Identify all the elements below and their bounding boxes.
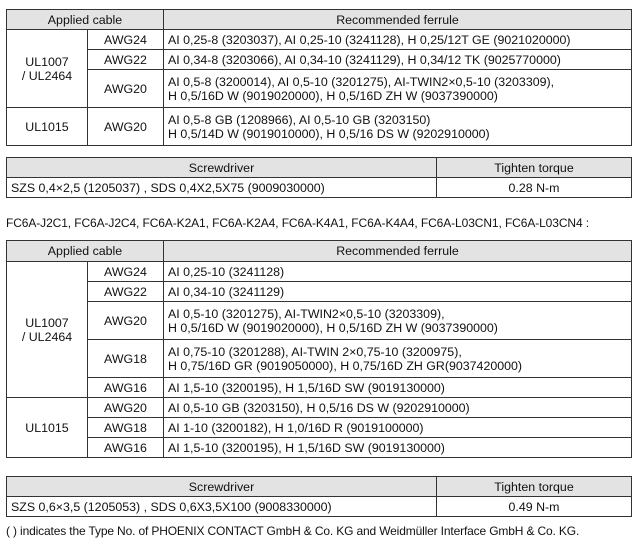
cable-type-ul1015: UL1015 [7, 108, 88, 146]
awg-cell: AWG20 [88, 398, 164, 418]
torque-cell: 0.28 N-m [437, 178, 632, 198]
awg-cell: AWG18 [88, 340, 164, 378]
awg-cell: AWG22 [88, 282, 164, 302]
awg-cell: AWG20 [88, 70, 164, 108]
awg-cell: AWG16 [88, 438, 164, 458]
ferrule-cell: AI 0,25-10 (3241128) [164, 262, 632, 282]
cable-type-ul1015: UL1015 [7, 398, 88, 458]
screwdriver-cell: SZS 0,4×2,5 (1205037) , SDS 0,4X2,5X75 (9009030000) [7, 178, 437, 198]
awg-cell: AWG22 [88, 50, 164, 70]
awg-cell: AWG16 [88, 378, 164, 398]
applied-cable-header: Applied cable [7, 241, 164, 262]
model-list: FC6A-J2C1, FC6A-J2C4, FC6A-K2A1, FC6A-K2A4, FC6A-K4A1, FC6A-K4A4, FC6A-L03CN1, FC6A-L03CN4 : [6, 216, 590, 230]
awg-cell: AWG18 [88, 418, 164, 438]
recommended-ferrule-header: Recommended ferrule [164, 10, 632, 30]
ferrule-cell: AI 1,5-10 (3200195), H 1,5/16D SW (9019130000) [164, 438, 632, 458]
screwdriver-header: Screwdriver [7, 477, 437, 497]
ferrule-cell: AI 0,5-10 GB (3203150), H 0,5/16 DS W (9202910000) [164, 398, 632, 418]
ferrule-cell: AI 0,34-8 (3203066), AI 0,34-10 (3241129), H 0,34/12 TK (9025770000) [164, 50, 632, 70]
awg-cell: AWG20 [88, 302, 164, 340]
screwdriver-table-1 [6, 157, 632, 198]
cable-type-ul1007-ul2464: UL1007 / UL2464 [7, 30, 88, 108]
screwdriver-header: Screwdriver [7, 158, 437, 178]
ferrule-cell: AI 0,34-10 (3241129) [164, 282, 632, 302]
ferrule-cell: AI 1,5-10 (3200195), H 1,5/16D SW (9019130000) [164, 378, 632, 398]
tighten-torque-header: Tighten torque [437, 158, 632, 178]
ferrule-table-2 [6, 240, 632, 458]
screwdriver-cell: SZS 0,6×3,5 (1205053) , SDS 0,6X3,5X100 (9008330000) [7, 497, 437, 517]
cable-type-ul1007-ul2464: UL1007 / UL2464 [7, 262, 88, 398]
ferrule-cell: AI 0,5-10 (3201275), AI-TWIN2×0,5-10 (3203309), H 0,5/16D W (9019020000), H 0,5/16D ZH W (9037390000) [164, 302, 632, 340]
ferrule-cell: AI 0,5-8 GB (1208966), AI 0,5-10 GB (3203150) H 0,5/14D W (9019010000), H 0,5/16 DS W (9202910000) [164, 108, 632, 146]
recommended-ferrule-header: Recommended ferrule [164, 241, 632, 262]
ferrule-cell: AI 0,5-8 (3200014), AI 0,5-10 (3201275), AI-TWIN2×0,5-10 (3203309), H 0,5/16D W (9019020000), H 0,5/16D ZH W (9037390000) [164, 70, 632, 108]
ferrule-cell: AI 1-10 (3200182), H 1,0/16D R (9019100000) [164, 418, 632, 438]
screwdriver-table-2 [6, 476, 632, 517]
awg-cell: AWG24 [88, 30, 164, 50]
torque-cell: 0.49 N-m [437, 497, 632, 517]
applied-cable-header: Applied cable [7, 10, 164, 30]
ferrule-cell: AI 0,75-10 (3201288), AI-TWIN 2×0,75-10 (3200975), H 0,75/16D GR (9019050000), H 0,75/16D ZH GR(9037420000) [164, 340, 632, 378]
tighten-torque-header: Tighten torque [437, 477, 632, 497]
footnote: ( ) indicates the Type No. of PHOENIX CONTACT GmbH & Co. KG and Weidmüller Interface GmbH & Co. KG. [6, 524, 580, 538]
ferrule-cell: AI 0,25-8 (3203037), AI 0,25-10 (3241128), H 0,25/12T GE (9021020000) [164, 30, 632, 50]
ferrule-table-1 [6, 9, 632, 146]
awg-cell: AWG24 [88, 262, 164, 282]
awg-cell: AWG20 [88, 108, 164, 146]
